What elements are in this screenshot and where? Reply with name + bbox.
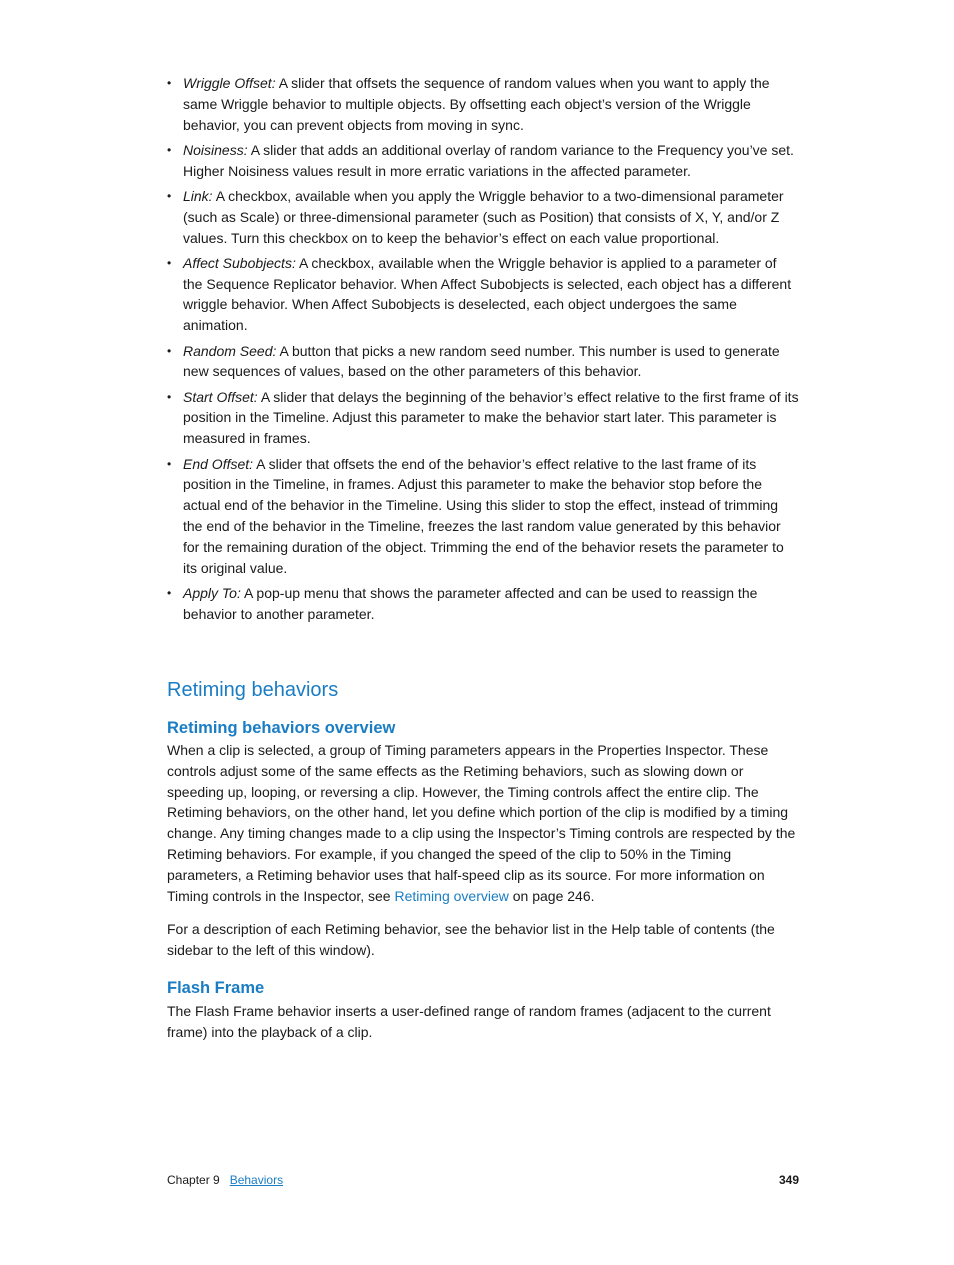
section-heading: Retiming behaviors: [167, 679, 339, 701]
item-term: Start Offset:: [183, 388, 258, 405]
list-item: [167, 454, 799, 579]
list-item: [167, 583, 799, 625]
item-text: A pop-up menu that shows the parameter affected and can be used to reassign the behavior to another parameter.: [183, 584, 758, 622]
chapter-label: Chapter 9: [167, 1173, 220, 1187]
page-number: 349: [778, 1173, 799, 1187]
chapter-link[interactable]: Behaviors: [229, 1173, 284, 1187]
item-text: A button that picks a new random seed number. This number is used to generate new sequences of values, based on the other parameters of this behavior.: [183, 342, 780, 380]
overview-paragraph: [167, 740, 799, 906]
item-text: A slider that delays the beginning of the behavior’s effect relative to the first frame of its position in the Timeline. Adjust this parameter to make the behavior start later. This parameter is measured in frames.: [183, 388, 799, 447]
bullet-icon: •: [167, 456, 172, 471]
item-text: A checkbox, available when you apply the Wriggle behavior to a two-dimensional parameter (such as Scale) or three-dimensional parameter (such as Position) that consists of X, Y, and/or Z values. Turn this checkbox on to keep the behavior’s effect on each value proportional.: [183, 187, 784, 246]
parameter-list: [167, 73, 799, 624]
overview-text-end: on page 246.: [508, 887, 595, 904]
flash-frame-paragraph: The Flash Frame behavior inserts a user-defined range of random frames (adjacent to the current frame) into the playback of a clip.: [167, 1003, 771, 1040]
item-text: A slider that adds an additional overlay of random variance to the Frequency you’ve set. Higher Noisiness values result in more erratic variations in the affected parameter.: [183, 141, 794, 179]
item-term: End Offset:: [183, 455, 254, 472]
item-text: A slider that offsets the end of the behavior’s effect relative to the last frame of its position in the Timeline, in frames. Adjust this parameter to make the behavior stop before the actual end of the behavior in the Timeline. Using this slider to stop the effect, instead of trimming the end of the behavior in the Timeline, freezes the last random value generated by this behavior for the remaining duration of the object. Trimming the end of the behavior resets the parameter to its original value.: [183, 455, 784, 576]
item-term: Random Seed:: [183, 342, 277, 359]
item-text: A slider that offsets the sequence of random values when you want to apply the same Wriggle behavior to multiple objects. By offsetting each object’s version of the Wriggle behavior, you can prevent objects from moving in sync.: [183, 75, 770, 133]
page-footer: [167, 1173, 799, 1187]
bullet-icon: •: [167, 255, 172, 270]
list-item: [167, 341, 799, 383]
bullet-icon: •: [167, 389, 172, 404]
list-item: [167, 73, 799, 135]
list-item: [167, 186, 799, 248]
bullet-icon: •: [167, 76, 172, 90]
item-term: Apply To:: [183, 584, 241, 601]
overview-text: When a clip is selected, a group of Timing parameters appears in the Properties Inspector. These controls adjust some of the same effects as the Retiming behaviors, such as slowing down or speeding up, looping, or reversing a clip. However, the Timing controls affect the entire clip. The Retiming behaviors, on the other hand, let you define which portion of the clip is modified by a timing change. Any timing changes made to a clip using the Inspector’s Timing controls are respected by the Retiming behaviors. For example, if you changed the speed of the clip to 50% in the Timing parameters, a Retiming behavior uses that half-speed clip as its source. For more information on Timing controls in the Inspector, see: [167, 742, 796, 904]
item-term: Noisiness:: [183, 141, 248, 158]
bullet-icon: •: [167, 188, 172, 203]
item-text: A checkbox, available when the Wriggle behavior is applied to a parameter of the Sequence Replicator behavior. When Affect Subobjects is selected, each object has a different wriggle behavior. When Affect Subobjects is deselected, each object undergoes the same animation.: [183, 254, 792, 334]
bullet-icon: •: [167, 142, 172, 157]
retiming-overview-link[interactable]: Retiming overview: [394, 887, 509, 904]
subsection-heading-overview: Retiming behaviors overview: [167, 719, 396, 737]
bullet-icon: •: [167, 343, 172, 358]
page-content: [167, 73, 799, 1040]
item-term: Wriggle Offset:: [183, 75, 276, 91]
bullet-icon: •: [167, 585, 172, 600]
list-item: [167, 140, 799, 182]
list-item: [167, 253, 799, 336]
overview-paragraph-2: For a description of each Retiming behavior, see the behavior list in the Help table of contents (the sidebar to the left of this window).: [167, 921, 775, 958]
item-term: Link:: [183, 187, 213, 204]
subsection-heading-flash-frame: Flash Frame: [167, 979, 265, 997]
item-term: Affect Subobjects:: [183, 254, 296, 271]
list-item: [167, 387, 799, 449]
